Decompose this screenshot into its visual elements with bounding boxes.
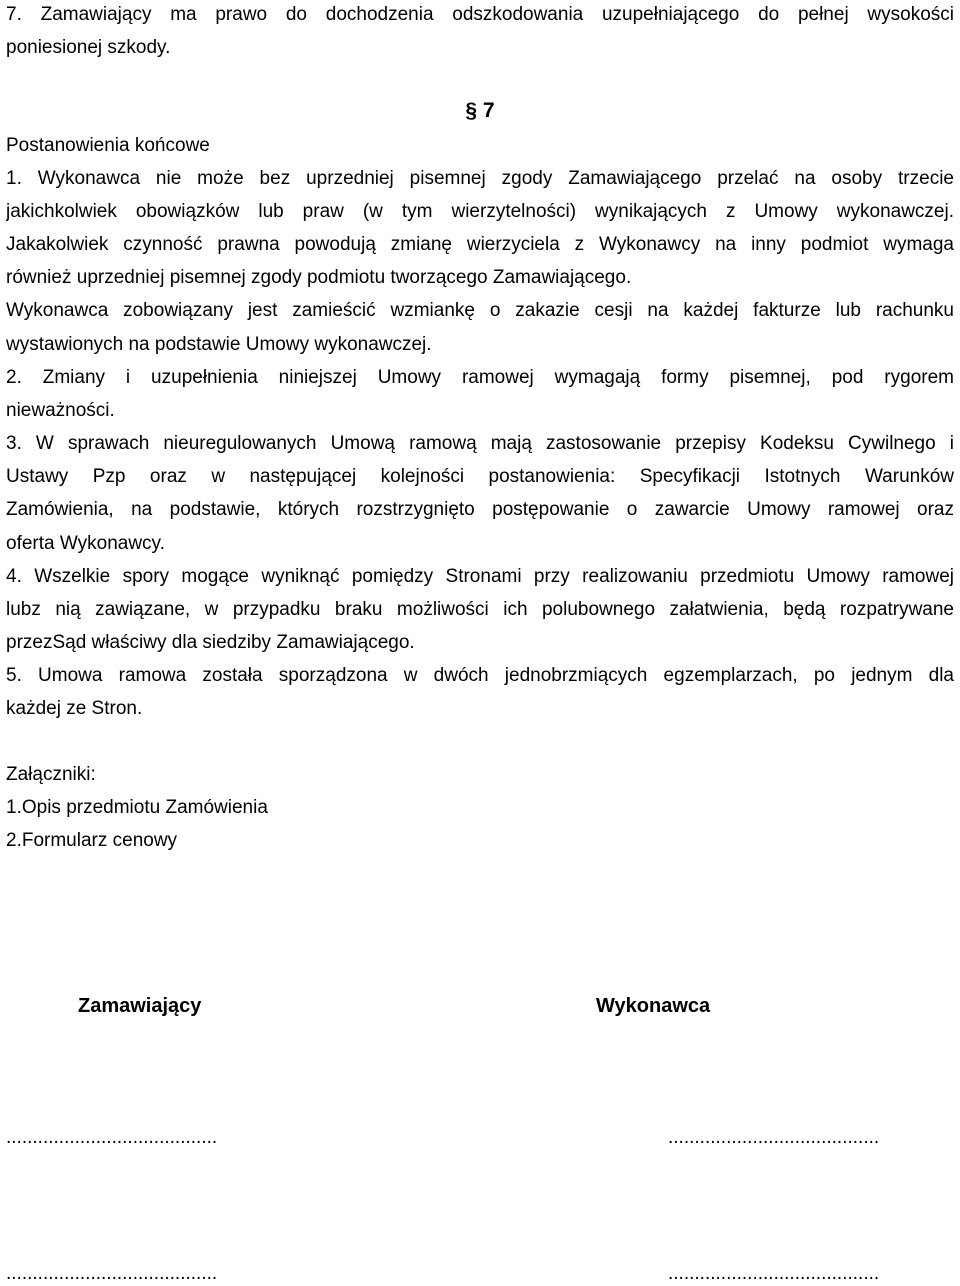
point1-line2: jakichkolwiek obowiązków lub praw (w tym wierzytelności) wynikających z Umowy wykonawczej. <box>6 201 954 222</box>
item7-line1: 7. Zamawiający ma prawo do dochodzenia odszkodowania uzupełniającego do pełnej wysokości <box>6 4 954 25</box>
point3-line3: Zamówienia, na podstawie, których rozstrzygnięto postępowanie o zawarcie Umowy ramowej oraz <box>6 499 954 520</box>
point3-line2: Ustawy Pzp oraz w następującej kolejności postanowienia: Specyfikacji Istotnych Warunków <box>6 466 954 487</box>
point1-line4: również uprzedniej pisemnej zgody podmiotu tworzącego Zamawiającego. <box>6 267 632 288</box>
point3-line1: 3. W sprawach nieuregulowanych Umową ramową mają zastosowanie przepisy Kodeksu Cywilnego i <box>6 433 954 454</box>
point4-line3: przezSąd właściwy dla siedziby Zamawiającego. <box>6 632 415 653</box>
point1-line6: wystawionych na podstawie Umowy wykonawczej. <box>6 334 432 355</box>
paragraph-heading: § 7 <box>465 99 495 122</box>
point2-line1: 2. Zmiany i uzupełnienia niniejszej Umowy ramowej wymagają formy pisemnej, pod rygorem <box>6 367 954 388</box>
point2-line2: nieważności. <box>6 400 115 421</box>
signature-line-left-1: ........................................ <box>6 1127 218 1148</box>
attachment-item-1: 1.Opis przedmiotu Zamówienia <box>6 797 268 818</box>
section-title: Postanowienia końcowe <box>6 135 210 156</box>
point5-line2: każdej ze Stron. <box>6 698 143 719</box>
signature-line-left-2: ........................................ <box>6 1263 218 1284</box>
signature-label-wykonawca: Wykonawca <box>596 995 711 1017</box>
signature-line-right-2: ........................................ <box>668 1263 880 1284</box>
attachments-title: Załączniki: <box>6 764 96 785</box>
attachment-item-2: 2.Formularz cenowy <box>6 830 178 851</box>
signature-label-zamawiajacy: Zamawiający <box>78 995 202 1017</box>
point4-line1: 4. Wszelkie spory mogące wyniknąć pomiędzy Stronami przy realizowaniu przedmiotu Umowy ramowej <box>6 566 954 587</box>
item7-line2: poniesionej szkody. <box>6 37 171 58</box>
point5-line1: 5. Umowa ramowa została sporządzona w dwóch jednobrzmiących egzemplarzach, po jednym dla <box>6 665 954 686</box>
point3-line4: oferta Wykonawcy. <box>6 533 165 554</box>
point1-line5: Wykonawca zobowiązany jest zamieścić wzmiankę o zakazie cesji na każdej fakturze lub rachunku <box>6 300 954 321</box>
signature-line-right-1: ........................................ <box>668 1127 880 1148</box>
document-page <box>6 0 954 1284</box>
point1-line3: Jakakolwiek czynność prawna powodują zmianę wierzyciela z Wykonawcy na inny podmiot wymaga <box>6 234 954 255</box>
point4-line2: lubz nią zawiązane, w przypadku braku możliwości ich polubownego załatwienia, będą rozpatrywane <box>6 599 954 620</box>
point1-line1: 1. Wykonawca nie może bez uprzedniej pisemnej zgody Zamawiającego przelać na osoby trzecie <box>6 168 954 189</box>
